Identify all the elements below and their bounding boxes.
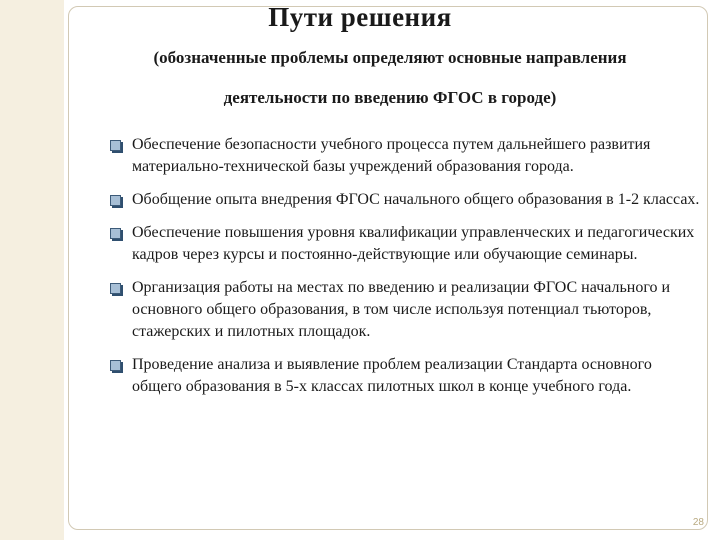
left-decorative-band xyxy=(0,0,64,540)
list-item-text: Проведение анализа и выявление проблем реализации Стандарта основного общего образования в 5-х классах пилотных школ в конце учебного года. xyxy=(132,356,652,395)
subtitle-line-1: (обозначенные проблемы определяют основные направления xyxy=(153,48,627,67)
page-title: Пути решения xyxy=(268,2,452,32)
checkbox-bullet-icon xyxy=(110,140,121,151)
list-item-text: Обеспечение безопасности учебного процесса путем дальнейшего развития материально-технической базы учреждений образования города. xyxy=(132,136,651,175)
list-item-text: Обеспечение повышения уровня квалификации управленческих и педагогических кадров через курсы и постоянно-действующие или обучающие семинары. xyxy=(132,224,695,263)
list-item-text: Обобщение опыта внедрения ФГОС начального общего образования в 1-2 классах. xyxy=(132,191,700,208)
checkbox-bullet-icon xyxy=(110,195,121,206)
list-item xyxy=(110,189,700,211)
checkbox-bullet-icon xyxy=(110,283,121,294)
list-item-text: Организация работы на местах по введению и реализации ФГОС начального и основного общего образования, в том числе используя потенциал тьюторов, стажерских и пилотных площадок. xyxy=(132,279,671,340)
list-item xyxy=(110,222,700,266)
subtitle xyxy=(100,38,680,118)
checkbox-bullet-icon xyxy=(110,360,121,371)
list-item xyxy=(110,134,700,178)
page-number: 28 xyxy=(692,517,704,528)
checkbox-bullet-icon xyxy=(110,228,121,239)
list-item xyxy=(110,277,700,343)
subtitle-line-2: деятельности по введению ФГОС в городе) xyxy=(223,88,557,107)
list-item xyxy=(110,354,700,398)
solutions-list xyxy=(110,134,700,409)
